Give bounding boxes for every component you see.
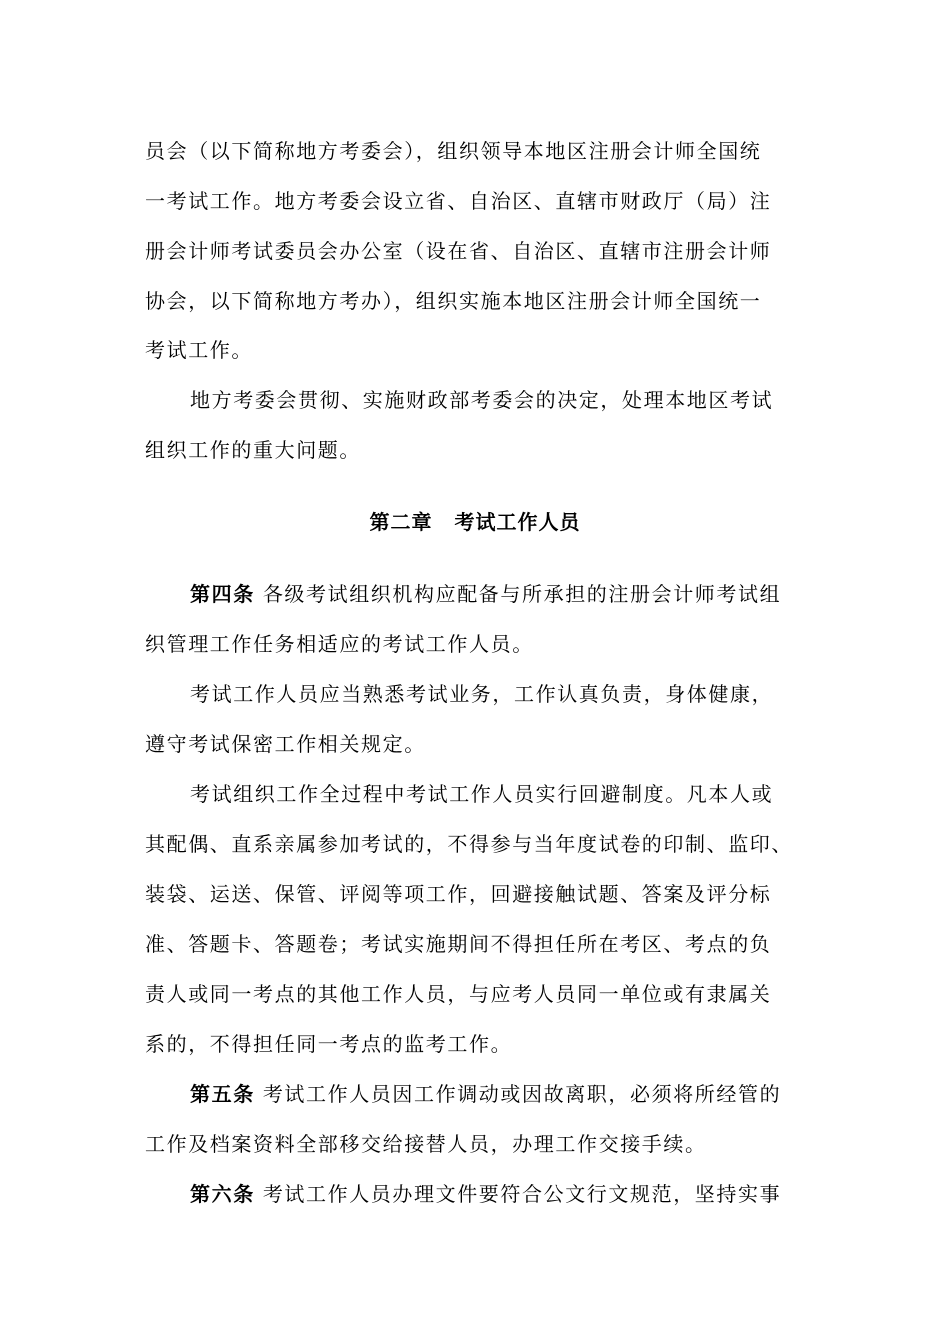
article-label: 第五条 — [190, 1082, 255, 1106]
paragraph-line: 考试组织工作全过程中考试工作人员实行回避制度。凡本人或 — [190, 782, 774, 806]
paragraph-line: 地方考委会贯彻、实施财政部考委会的决定，处理本地区考试 — [190, 388, 774, 412]
article-text: 考试工作人员因工作调动或因故离职，必须将所经管的 — [262, 1082, 782, 1106]
chapter-title: 考试工作人员 — [454, 510, 581, 534]
article-text: 考试工作人员办理文件要符合公文行文规范，坚持实事 — [262, 1182, 782, 1206]
paragraph-line: 考试工作。 — [145, 338, 253, 362]
article-5-line — [190, 1079, 860, 1109]
article-text: 各级考试组织机构应配备与所承担的注册会计师考试组 — [262, 582, 782, 606]
paragraph-line: 织管理工作任务相适应的考试工作人员。 — [145, 632, 534, 656]
article-label: 第四条 — [190, 582, 255, 606]
paragraph-line: 装袋、运送、保管、评阅等项工作，回避接触试题、答案及评分标 — [145, 882, 772, 906]
article-6-line — [190, 1179, 860, 1209]
paragraph-line: 遵守考试保密工作相关规定。 — [145, 732, 426, 756]
paragraph-line: 协会，以下简称地方考办），组织实施本地区注册会计师全国统一 — [145, 289, 762, 313]
article-label: 第六条 — [190, 1182, 255, 1206]
paragraph-line: 考试工作人员应当熟悉考试业务，工作认真负责，身体健康， — [190, 682, 774, 706]
paragraph-line: 册会计师考试委员会办公室（设在省、自治区、直辖市注册会计师 — [145, 239, 772, 263]
paragraph-line: 责人或同一考点的其他工作人员，与应考人员同一单位或有隶属关 — [145, 982, 772, 1006]
chapter-number: 第二章 — [369, 510, 433, 534]
paragraph-line: 组织工作的重大问题。 — [145, 438, 361, 462]
chapter-heading — [0, 507, 950, 537]
article-4-line — [190, 579, 860, 609]
paragraph-line: 员会（以下简称地方考委会），组织领导本地区注册会计师全国统 — [145, 139, 762, 163]
paragraph-line: 系的，不得担任同一考点的监考工作。 — [145, 1032, 513, 1056]
paragraph-line: 一考试工作。地方考委会设立省、自治区、直辖市财政厅（局）注 — [145, 189, 772, 213]
paragraph-line: 其配偶、直系亲属参加考试的，不得参与当年度试卷的印制、监印、 — [145, 832, 793, 856]
paragraph-line: 工作及档案资料全部移交给接替人员，办理工作交接手续。 — [145, 1132, 707, 1156]
paragraph-line: 准、答题卡、答题卷；考试实施期间不得担任所在考区、考点的负 — [145, 932, 772, 956]
